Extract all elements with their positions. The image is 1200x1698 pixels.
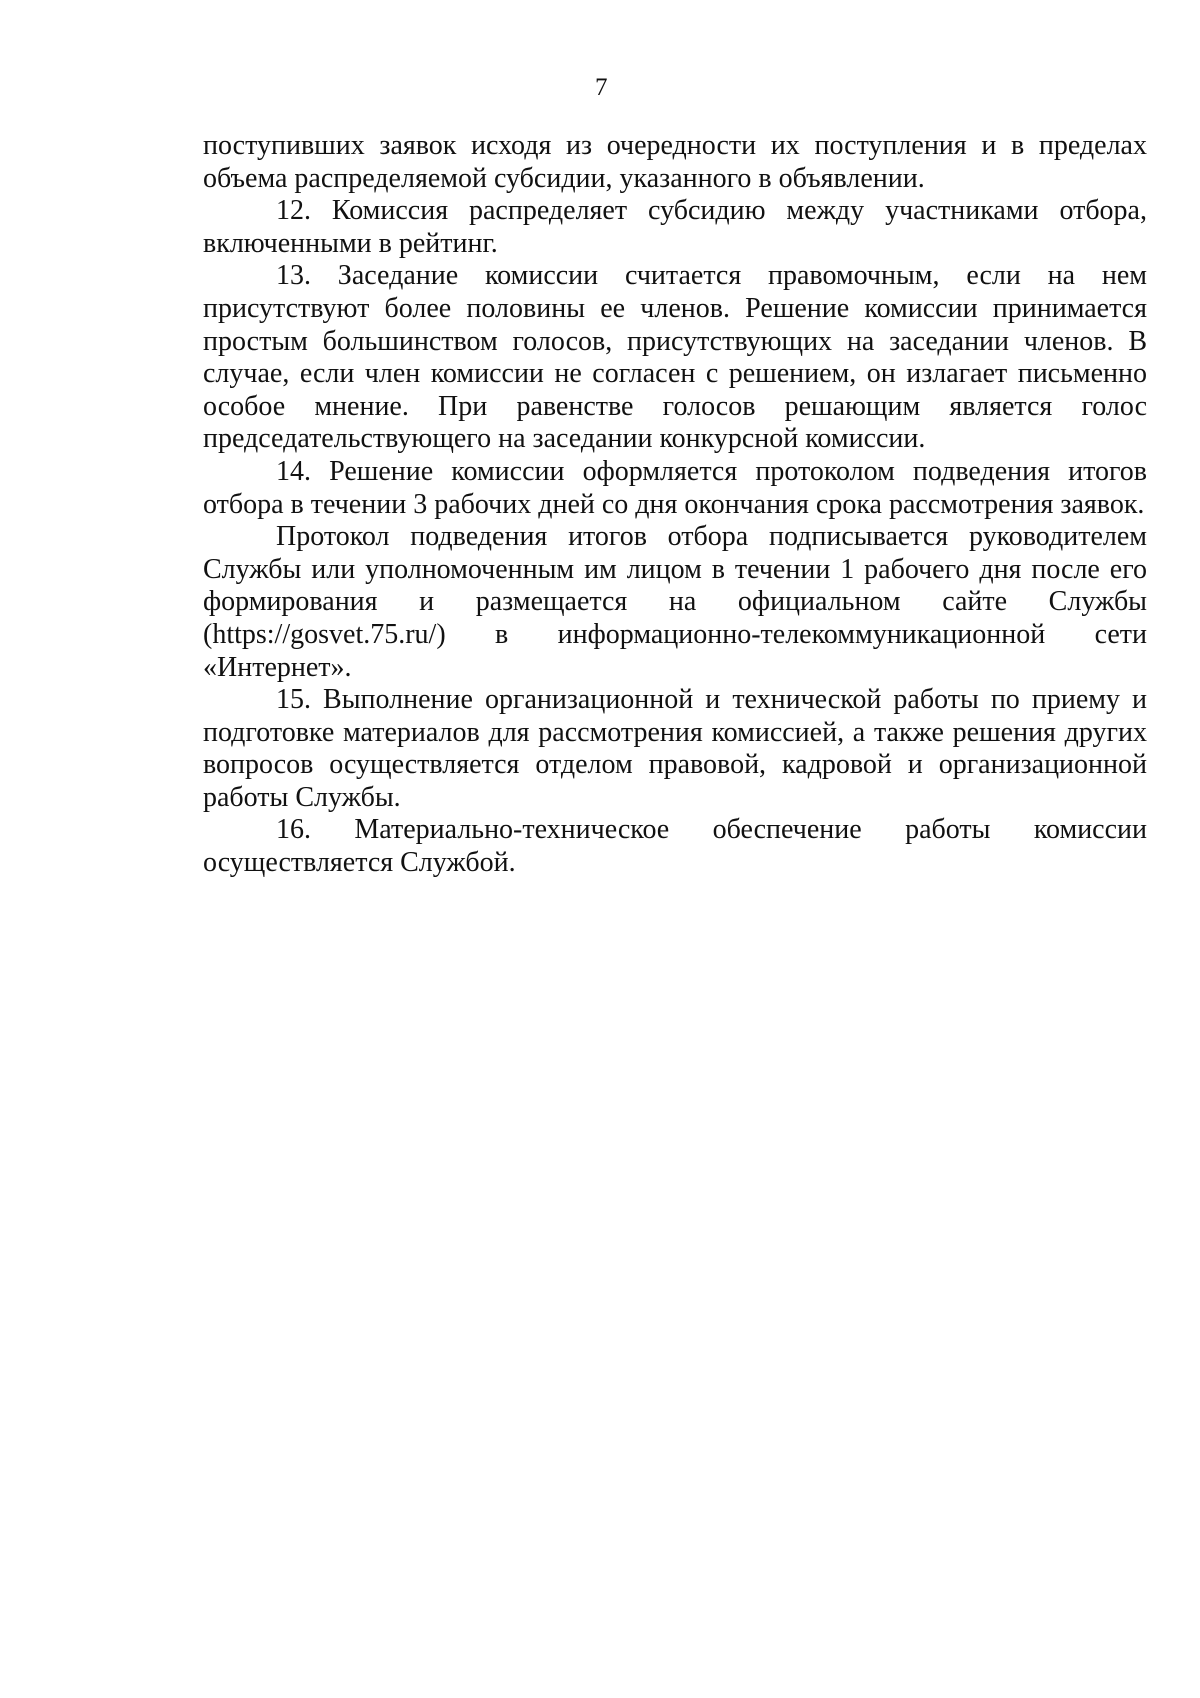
document-body — [203, 130, 1147, 880]
paragraph-15: 15. Выполнение организационной и технической работы по приему и подготовке материалов для рассмотрения комиссией, а также решения других вопросов осуществляется отделом правовой, кадровой и организационной работы Службы. — [203, 684, 1147, 813]
page-number: 7 — [595, 74, 608, 101]
paragraph-protocol: Протокол подведения итогов отбора подписывается руководителем Службы или уполномоченным им лицом в течении 1 рабочего дня после его формирования и размещается на официальном сайте Службы (https://gosvet.75.ru/) в информационно-телекоммуникационной сети «Интернет». — [203, 521, 1147, 683]
paragraph-16: 16. Материально-техническое обеспечение работы комиссии осуществляется Службой. — [203, 814, 1147, 879]
paragraph-14: 14. Решение комиссии оформляется протоколом подведения итогов отбора в течении 3 рабочих дней со дня окончания срока рассмотрения заявок. — [203, 455, 1147, 520]
paragraph-continuation: поступивших заявок исходя из очередности их поступления и в пределах объема распределяемой субсидии, указанного в объявлении. — [203, 130, 1147, 194]
paragraph-12: 12. Комиссия распределяет субсидию между участниками отбора, включенными в рейтинг. — [203, 195, 1147, 259]
paragraph-13: 13. Заседание комиссии считается правомочным, если на нем присутствуют более половины ее членов. Решение комиссии принимается простым большинством голосов, присутствующих на заседании членов. В случае, если член комиссии не согласен с решением, он излагает письменно особое мнение. При равенстве голосов решающим является голос председательствующего на заседании конкурсной комиссии. — [203, 260, 1147, 455]
